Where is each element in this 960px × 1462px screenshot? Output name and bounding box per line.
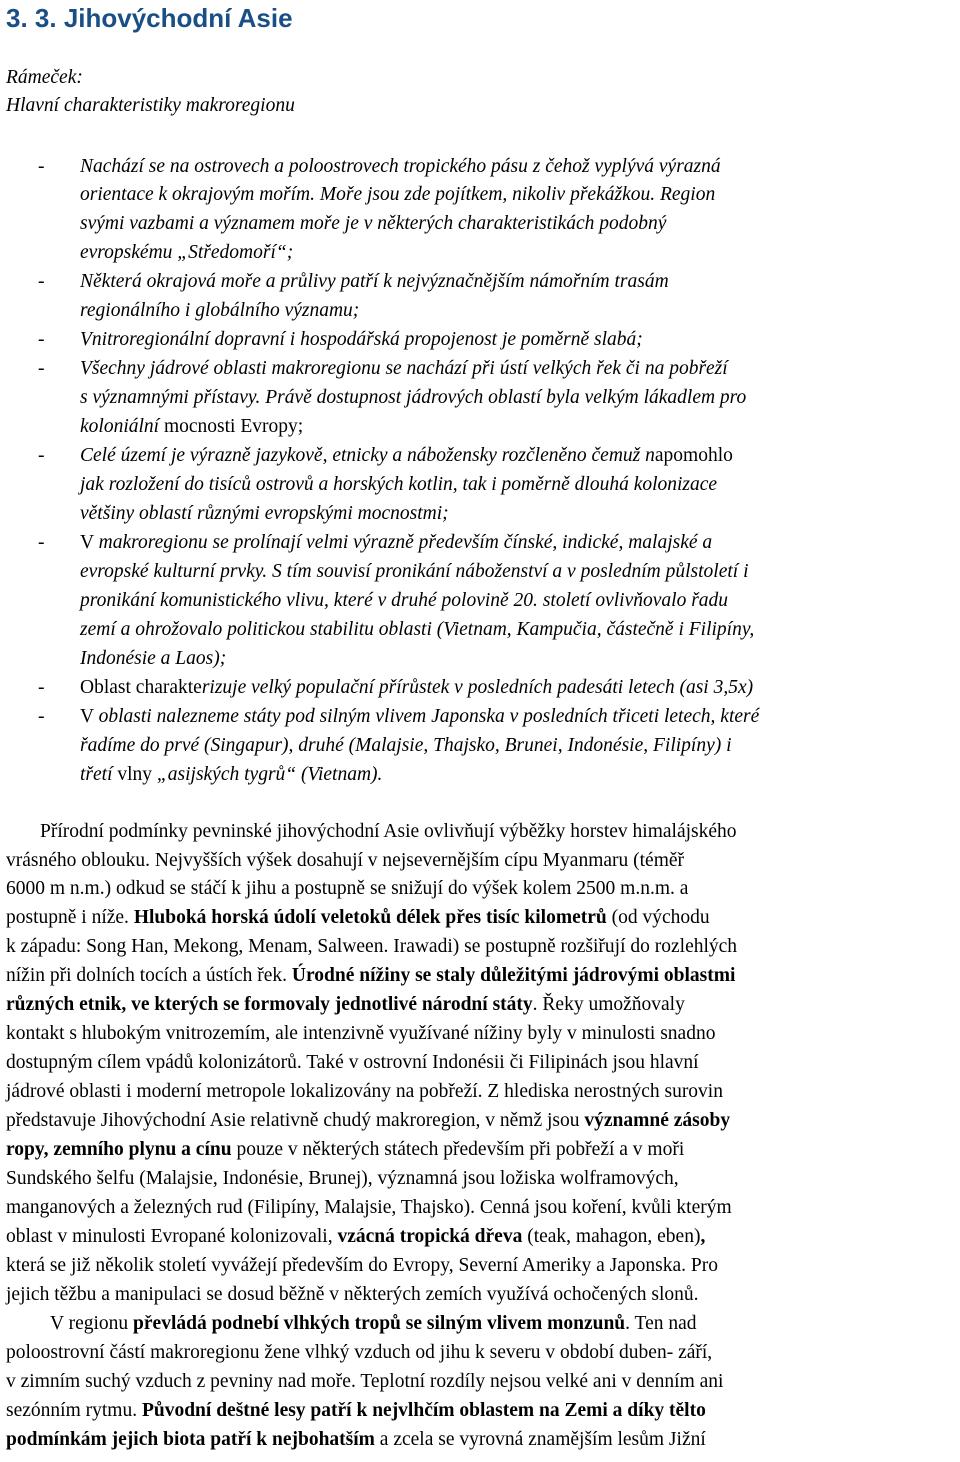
paragraph-line: [6, 964, 735, 988]
text-run: vlny: [117, 764, 157, 785]
text-run: regionálního i globálního významu;: [80, 300, 360, 321]
box-label: Rámeček:: [6, 67, 83, 88]
text-run: V: [80, 532, 99, 553]
bullet-dash: -: [38, 677, 45, 698]
text-run: řadíme do prvé (Singapur), druhé (Malajsie, Thajsko, Brunei, Indonésie, Filipíny) i: [80, 735, 732, 756]
text-run: (teak, mahagon, eben): [522, 1226, 701, 1247]
text-run: většiny oblastí různými evropskými mocnostmi;: [80, 503, 449, 524]
text-run: Vnitroregionální dopravní i hospodářská propojenost je poměrně slabá;: [80, 329, 643, 350]
text-run: třetí: [80, 764, 118, 785]
text-run: představuje Jihovýchodní Asie relativně chudý makroregion, v němž jsou: [6, 1110, 585, 1131]
text-run: Oblast charakte: [80, 677, 202, 698]
text-run: s významnými přístavy. Právě dostupnost jádrových oblastí byla velkým lákadlem pro: [80, 387, 747, 408]
text-run: svými vazbami a významem moře je v některých charakteristikách podobný: [80, 213, 667, 234]
text-run: oblasti nalezneme státy pod silným vlivem Japonska v posledních třiceti letech, které: [98, 706, 760, 727]
bullet-line: [80, 705, 759, 729]
bullet-line: [80, 241, 293, 265]
text-run: makroregionu se prolínají velmi výrazně především čínské, indické, malajské a: [98, 532, 713, 553]
text-run: významné zásoby: [584, 1110, 731, 1131]
paragraph-line: [40, 820, 737, 844]
text-run: . Řeky umožňovaly: [532, 994, 685, 1015]
text-run: rizuje velký populační přírůstek v posledních padesáti letech (asi 3,5x): [201, 677, 754, 698]
text-run: jak rozložení do tisíců ostrovů a horských kotlin, tak i poměrně dlouhá kolonizace: [80, 474, 718, 495]
bullet-line: [80, 618, 754, 642]
bullet-line: [80, 155, 721, 179]
bullet-line: [80, 386, 746, 410]
bullet-dash: -: [38, 706, 45, 727]
paragraph-line: [6, 993, 685, 1017]
text-run: jádrové oblasti i moderní metropole lokalizovány na pobřeží. Z hlediska nerostných surovin: [6, 1081, 723, 1102]
text-run: Přírodní podmínky pevninské jihovýchodní Asie ovlivňují výběžky horstev himalájského: [40, 821, 737, 842]
bullet-line: [80, 444, 733, 468]
text-run: 6000 m n.m.) odkud se stáčí k jihu a postupně se snižují do výšek kolem 2500 m.n.m. a: [6, 878, 689, 899]
text-run: vzácná tropická dřeva: [337, 1226, 523, 1247]
text-run: „asijských tygrů“ (Vietnam).: [156, 764, 383, 785]
bullet-dash: -: [38, 358, 45, 379]
bullet-dash: -: [38, 445, 45, 466]
text-run: pronikání komunistického vlivu, které v druhé polovině 20.: [80, 590, 543, 611]
text-run: jejich těžbu a manipulaci se dosud běžně v některých zemích využívá ochočených slonů.: [6, 1284, 699, 1305]
paragraph-line: [6, 1341, 712, 1365]
text-run: převládá podnebí vlhkých tropů se silným vlivem monzunů: [133, 1313, 626, 1334]
text-run: která se již několik století vyvážejí především do Evropy, Severní Ameriky a Japonska. Pro: [6, 1255, 718, 1276]
paragraph-line: [6, 1167, 679, 1191]
bullet-line: [80, 531, 712, 555]
text-run: oblast v minulosti Evropané kolonizovali,: [6, 1226, 338, 1247]
paragraph-line: [6, 1225, 705, 1249]
text-run: nížin při dolních tocích a ústích řek.: [6, 965, 292, 986]
text-run: Úrodné nížiny se staly důležitými jádrovými oblastmi: [291, 965, 736, 986]
bullet-line: [80, 473, 717, 497]
bullet-line: [80, 763, 382, 787]
box-title: Hlavní charakteristiky makroregionu: [6, 95, 295, 116]
bullet-line: [80, 328, 643, 352]
text-run: apomohlo: [654, 445, 733, 466]
paragraph-line: [6, 1051, 699, 1075]
text-run: dostupným cílem vpádů kolonizátorů. Také v ostrovní Indonésii či Filipinách jsou hlavní: [6, 1052, 699, 1073]
text-run: Hluboká horská údolí veletoků délek přes tisíc kilometrů: [133, 907, 607, 928]
bullet-dash: -: [38, 271, 45, 292]
text-run: V regionu: [50, 1313, 134, 1334]
paragraph-line: [6, 877, 688, 901]
text-run: vrásného oblouku. Nejvyšších výšek dosahují v nejsevernějším cípu Myanmaru (téměř: [6, 850, 685, 871]
text-run: koloniální: [80, 416, 160, 437]
section-heading: 3. 3. Jihovýchodní Asie: [6, 3, 293, 33]
text-run: mocnosti Evropy;: [159, 416, 304, 437]
bullet-dash: -: [38, 532, 45, 553]
paragraph-line: [6, 1283, 699, 1307]
bullet-line: [80, 502, 449, 526]
bullet-dash: -: [38, 156, 45, 177]
text-run: (od východu: [606, 907, 710, 928]
text-run: podmínkám jejich biota patří k nejbohatším: [6, 1429, 375, 1450]
bullet-line: [80, 734, 732, 758]
text-run: Původní deštné lesy patří k nejvlhčím oblastem na Zemi a díky tělto: [141, 1400, 706, 1421]
text-run: kontakt s hlubokým vnitrozemím, ale intenzivně využívané nížiny byly v minulosti snadno: [6, 1023, 716, 1044]
paragraph-line: [6, 1080, 723, 1104]
text-run: Nachází se na ostrovech a poloostrovech tropického pásu z čehož vyplývá výrazná: [80, 156, 721, 177]
paragraph-line: [6, 1022, 715, 1046]
text-run: ,: [700, 1226, 706, 1247]
paragraph-line: [6, 1196, 732, 1220]
text-run: Sundského šelfu (Malajsie, Indonésie, Brunej), významná jsou ložiska wolframových,: [6, 1168, 679, 1189]
paragraph-line: [6, 1428, 706, 1452]
paragraph-line: [6, 1254, 718, 1278]
paragraph-line: [6, 1109, 730, 1133]
paragraph-line: [6, 1138, 684, 1162]
bullet-line: [80, 270, 669, 294]
paragraph-line: [6, 935, 737, 959]
text-run: evropskému „Středomoří“;: [80, 242, 294, 263]
paragraph-line: [6, 849, 684, 873]
text-run: různých etnik, ve kterých se formovaly jednotlivé národní státy: [6, 994, 533, 1015]
text-run: . Ten nad: [625, 1313, 697, 1334]
paragraph-line: [50, 1312, 697, 1336]
text-run: V: [80, 706, 99, 727]
paragraph-line: [6, 1399, 706, 1423]
text-run: Celé území je výrazně jazykově, etnicky a nábožensky rozčleněno čemuž n: [80, 445, 655, 466]
bullet-line: [80, 676, 753, 700]
bullet-line: [80, 589, 728, 613]
text-run: evropské kulturní prvky. S tím souvisí pronikání náboženství a v posledním půlstoletí i: [80, 561, 749, 582]
text-run: sezónním rytmu.: [6, 1400, 142, 1421]
bullet-line: [80, 560, 749, 584]
bullet-line: [80, 357, 728, 381]
bullet-line: [80, 212, 666, 236]
text-run: postupně i níže.: [6, 907, 134, 928]
text-run: pouze v některých státech především při pobřeží a v moři: [231, 1139, 685, 1160]
text-run: Indonésie a Laos);: [80, 648, 227, 669]
text-run: ropy, zemního plynu a cínu: [6, 1139, 232, 1160]
bullet-line: [80, 183, 715, 207]
text-run: zemí a ohrožovalo politickou stabilitu oblasti (Vietnam, Kampučia, částečně i Filipíny,: [80, 619, 755, 640]
text-run: poloostrovní částí makroregionu žene vlhký vzduch od jihu k severu v období duben- září,: [6, 1342, 713, 1363]
paragraph-line: [6, 1370, 723, 1394]
bullet-line: [80, 299, 359, 323]
paragraph-line: [6, 906, 710, 930]
text-run: Některá okrajová moře a průlivy patří k nejvýznačnějším námořním trasám: [80, 271, 669, 292]
text-run: manganových a železných rud (Filipíny, Malajsie, Thajsko). Cenná jsou koření, kvůli kterým: [6, 1197, 732, 1218]
bullet-line: [80, 415, 303, 439]
text-run: v zimním suchý vzduch z pevniny nad moře. Teplotní rozdíly nejsou velké ani v denním ani: [6, 1371, 724, 1392]
bullet-dash: -: [38, 329, 45, 350]
bullet-line: [80, 647, 226, 671]
text-run: orientace k okrajovým mořím. Moře jsou zde pojítkem, nikoliv překážkou. Region: [80, 184, 716, 205]
text-run: k západu: Song Han, Mekong, Menam, Salween. Irawadi) se postupně rozšiřují do rozlehlých: [6, 936, 738, 957]
text-run: Všechny jádrové oblasti makroregionu se nachází při ústí velkých řek či na pobřeží: [80, 358, 728, 379]
text-run: století ovlivňovalo řadu: [542, 590, 729, 611]
text-run: a zcela se vyrovná znamějším lesům Jižní: [374, 1429, 706, 1450]
